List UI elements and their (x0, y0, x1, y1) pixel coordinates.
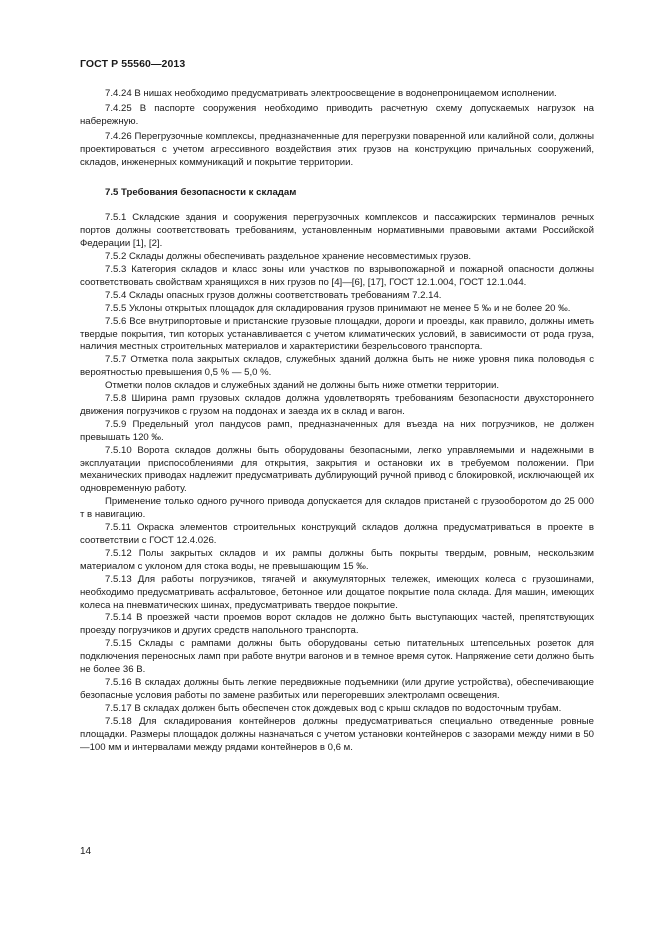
paragraph-7-5-13: 7.5.13 Для работы погрузчиков, тягачей и аккумуляторных тележек, имеющих колеса с грузошинами, необходимо предусматривать асфальтовое, бетонное или дощатое покрытие пола склада. Для машин, имеющих колеса на пневматических шинах, предусматривать твердое покрытие. (80, 573, 594, 611)
paragraph-7-5-10: 7.5.10 Ворота складов должны быть оборудованы безопасными, легко управляемыми и надежными в эксплуатации приспособлениями для открытия, закрытия и остановки их в требуемом положении. При механических приводах надлежит предусматривать дублирующий ручной привод с блокировкой, исключающей их одновременную работу. (80, 444, 594, 495)
paragraph-7-4-25: 7.4.25 В паспорте сооружения необходимо приводить расчетную схему допускаемых нагрузок на набережную. (80, 102, 594, 127)
paragraph-7-5-7-note: Отметки полов складов и служебных зданий не должны быть ниже отметки территории. (105, 380, 500, 392)
section-title: 7.5 Требования безопасности к складам (105, 187, 297, 199)
paragraph-7-5-12: 7.5.12 Полы закрытых складов и их рампы должны быть покрыты твердым, ровным, нескользким материалом с уклоном для стока воды, не превышающим 15 ‰. (80, 547, 594, 572)
paragraph-7-5-10-note: Применение только одного ручного привода допускается для складов пристаней с грузооборотом до 25 000 т в навигацию. (80, 496, 594, 521)
paragraph-7-5-9: 7.5.9 Предельный угол пандусов рамп, предназначенных для въезда на них погрузчиков, не должен превышать 120 ‰. (80, 418, 594, 443)
document-body (80, 88, 594, 754)
paragraph-7-5-4: 7.5.4 Склады опасных грузов должны соответствовать требованиям 7.2.14. (105, 289, 442, 301)
paragraph-7-5-7: 7.5.7 Отметка пола закрытых складов, служебных зданий должна быть не ниже уровня пика половодья с вероятностью превышения 0,5 % — 5,0 %. (80, 354, 594, 379)
paragraph-7-5-16: 7.5.16 В складах должны быть легкие передвижные подъемники (или другие устройства), обеспечивающие безопасные условия работы по замене разбитых или перегоревших электроламп освещения. (80, 676, 594, 701)
paragraph-7-5-17: 7.5.17 В складах должен быть обеспечен сток дождевых вод с крыш складов по водосточным трубам. (105, 702, 562, 714)
paragraph-7-5-18: 7.5.18 Для складирования контейнеров должны предусматриваться специально отведенные ровные площадки. Размеры площадок должны назначаться с учетом установки контейнеров с зазорами между ними в 50—100 мм и интервалами между рядами контейнеров в 0,6 м. (80, 715, 594, 753)
page-number: 14 (80, 846, 92, 857)
paragraph-7-5-2: 7.5.2 Склады должны обеспечивать раздельное хранение несовместимых грузов. (105, 251, 472, 263)
paragraph-7-5-14: 7.5.14 В проезжей части проемов ворот складов не должно быть выступающих частей, препятствующих проезду погрузчиков и других средств напольного транспорта. (80, 612, 594, 637)
paragraph-7-4-26: 7.4.26 Перегрузочные комплексы, предназначенные для перегрузки поваренной или калийной соли, должны проектироваться с учетом агрессивного воздействия этих грузов на конструкцию причальных сооружений, складов, инженерных коммуникаций и покрытие территории. (80, 130, 594, 168)
paragraph-7-5-3: 7.5.3 Категория складов и класс зоны или участков по взрывопожарной и пожарной опасности должны соответствовать свойствам хранящихся в них грузов по [4]—[6], [17], ГОСТ 12.1.004, ГОСТ 12.1.044. (80, 263, 594, 288)
paragraph-7-5-6: 7.5.6 Все внутрипортовые и пристанские грузовые площадки, дороги и проезды, как правило, должны иметь твердые покрытия, тип которых устанавливается с учетом климатических условий, в зависимости от рода груза, наличия местных строительных материалов и характеристики безрельсового транспорта. (80, 315, 594, 353)
paragraph-7-4-24: 7.4.24 В нишах необходимо предусматривать электроосвещение в водонепроницаемом исполнении. (105, 88, 557, 99)
paragraph-7-5-8: 7.5.8 Ширина рамп грузовых складов должна удовлетворять требованиям безопасности двухстороннего движения погрузчиков с грузом на поддонах и заезда их в склад и вагон. (80, 393, 594, 417)
paragraph-7-5-1: 7.5.1 Складские здания и сооружения перегрузочных комплексов и пассажирских терминалов речных портов должны соответствовать требованиям, установленным нормативными правовыми актами Российской Федерации [1], [2]. (80, 212, 594, 250)
paragraph-7-5-5: 7.5.5 Уклоны открытых площадок для складирования грузов принимают не менее 5 ‰ и не более 20 ‰. (105, 302, 571, 314)
paragraph-7-5-15: 7.5.15 Склады с рампами должны быть оборудованы сетью питательных штепсельных розеток для подключения переносных ламп при работе внутри вагонов и в темное время суток. Напряжение сети должно быть не более 36 В. (80, 638, 594, 676)
paragraph-7-5-11: 7.5.11 Окраска элементов строительных конструкций складов должна предусматриваться в проекте в соответствии с ГОСТ 12.4.026. (80, 522, 594, 546)
document-header: ГОСТ Р 55560—2013 (80, 58, 186, 70)
